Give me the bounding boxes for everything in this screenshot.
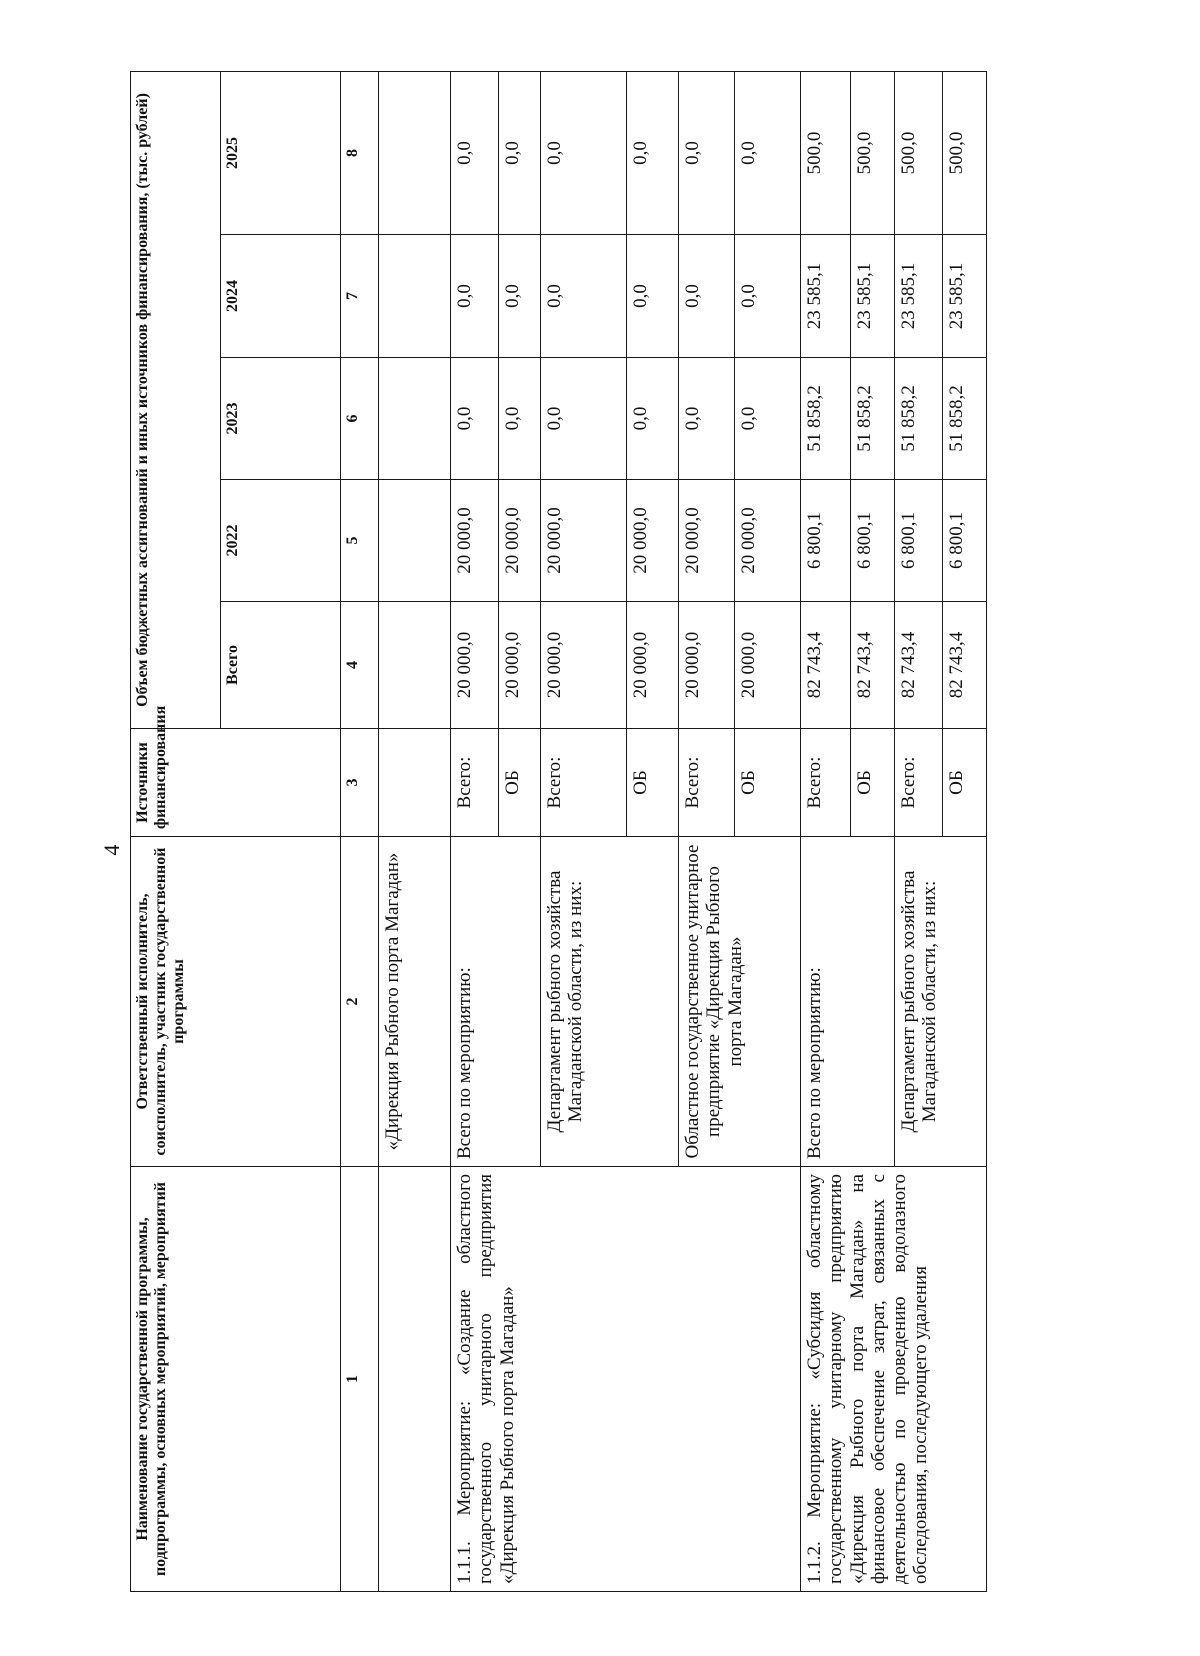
page-number: 4 — [99, 844, 124, 856]
value-cell: 82 743,4 — [895, 602, 943, 729]
value-cell: 23 585,1 — [801, 235, 851, 358]
column-number: 6 — [341, 358, 379, 480]
value-cell: 6 800,1 — [851, 480, 895, 602]
source-cell: ОБ — [735, 729, 801, 837]
value-cell: 20 000,0 — [735, 480, 801, 602]
header-year-total: Всего — [221, 602, 341, 729]
column-number: 7 — [341, 235, 379, 358]
participant-cell: Всего по мероприятию: — [801, 837, 895, 1167]
source-cell: Всего: — [895, 729, 943, 837]
source-cell: ОБ — [627, 729, 679, 837]
header-year-2024: 2024 — [221, 235, 341, 358]
value-cell: 51 858,2 — [943, 358, 987, 480]
value-cell: 82 743,4 — [851, 602, 895, 729]
value-cell: 500,0 — [851, 72, 895, 235]
activity-name: 1.1.1. Мероприятие: «Создание областного государственного унитарного предприятия «Дирекция Рыбного порта Магадан» — [451, 1167, 801, 1592]
value-cell: 51 858,2 — [801, 358, 851, 480]
header-year-2022: 2022 — [221, 480, 341, 602]
continuation-participant: «Дирекция Рыбного порта Магадан» — [379, 837, 451, 1167]
value-cell: 0,0 — [541, 358, 627, 480]
value-cell: 500,0 — [943, 72, 987, 235]
value-cell: 0,0 — [499, 72, 541, 235]
header-year-2025: 2025 — [221, 72, 341, 235]
activity-name: 1.1.2. Мероприятие: «Субсидия областному государственному унитарному предприятию «Дирекция Рыбного порта Магадан» на финансовое обеспечение затрат, связанных с деятельностью по проведению водолазного обследования, последующего удаления — [801, 1167, 987, 1592]
value-cell: 20 000,0 — [679, 480, 735, 602]
rotated-table-wrapper — [130, 72, 1200, 1592]
source-cell: Всего: — [801, 729, 851, 837]
participant-cell: Всего по мероприятию: — [451, 837, 541, 1167]
source-cell: ОБ — [499, 729, 541, 837]
table-row — [801, 72, 851, 1592]
value-cell: 20 000,0 — [627, 480, 679, 602]
value-cell: 500,0 — [801, 72, 851, 235]
column-number: 2 — [341, 837, 379, 1167]
column-number: 8 — [341, 72, 379, 235]
column-number: 3 — [341, 729, 379, 837]
value-cell: 0,0 — [541, 235, 627, 358]
participant-cell: Департамент рыбного хозяйства Магаданской области, из них: — [541, 837, 679, 1167]
continuation-name-cell — [379, 1167, 451, 1592]
value-cell: 82 743,4 — [801, 602, 851, 729]
value-cell: 20 000,0 — [735, 602, 801, 729]
value-cell: 51 858,2 — [851, 358, 895, 480]
value-cell: 20 000,0 — [451, 602, 499, 729]
header-col-source: Источники финансирования — [131, 729, 341, 837]
value-cell: 20 000,0 — [451, 480, 499, 602]
value-cell: 0,0 — [627, 358, 679, 480]
value-cell: 20 000,0 — [541, 602, 627, 729]
table-row — [451, 72, 499, 1592]
source-cell: ОБ — [851, 729, 895, 837]
column-number: 1 — [341, 1167, 379, 1592]
header-year-2023: 2023 — [221, 358, 341, 480]
value-cell: 0,0 — [679, 72, 735, 235]
header-group-financing: Объем бюджетных ассигнований и иных источников финансирования, (тыс. рублей) — [131, 72, 221, 729]
value-cell: 51 858,2 — [895, 358, 943, 480]
value-cell: 82 743,4 — [943, 602, 987, 729]
value-cell: 23 585,1 — [851, 235, 895, 358]
value-cell: 0,0 — [735, 358, 801, 480]
value-cell: 0,0 — [735, 235, 801, 358]
value-cell: 20 000,0 — [627, 602, 679, 729]
source-cell: ОБ — [943, 729, 987, 837]
value-cell: 0,0 — [679, 358, 735, 480]
value-cell: 0,0 — [451, 235, 499, 358]
value-cell: 23 585,1 — [943, 235, 987, 358]
column-number: 5 — [341, 480, 379, 602]
value-cell: 0,0 — [735, 72, 801, 235]
value-cell: 20 000,0 — [499, 480, 541, 602]
header-col-name: Наименование государственной программы, подпрограммы, основных мероприятий, мероприятий — [131, 1167, 341, 1592]
value-cell: 0,0 — [451, 72, 499, 235]
value-cell: 0,0 — [541, 72, 627, 235]
value-cell: 20 000,0 — [499, 602, 541, 729]
value-cell: 500,0 — [895, 72, 943, 235]
source-cell: Всего: — [451, 729, 499, 837]
source-cell: Всего: — [679, 729, 735, 837]
value-cell: 20 000,0 — [541, 480, 627, 602]
header-col-participant: Ответственный исполнитель, соисполнитель, участник государственной программы — [131, 837, 341, 1167]
source-cell: Всего: — [541, 729, 627, 837]
value-cell: 6 800,1 — [801, 480, 851, 602]
value-cell: 0,0 — [679, 235, 735, 358]
participant-cell: Областное государственное унитарное предприятие «Дирекция Рыбного порта Магадан» — [679, 837, 801, 1167]
value-cell: 20 000,0 — [679, 602, 735, 729]
participant-cell: Департамент рыбного хозяйства Магаданской области, из них: — [895, 837, 987, 1167]
value-cell: 6 800,1 — [943, 480, 987, 602]
value-cell: 0,0 — [499, 235, 541, 358]
financing-table — [130, 71, 987, 1592]
value-cell: 0,0 — [627, 235, 679, 358]
column-number: 4 — [341, 602, 379, 729]
value-cell: 0,0 — [627, 72, 679, 235]
value-cell: 0,0 — [451, 358, 499, 480]
value-cell: 0,0 — [499, 358, 541, 480]
value-cell: 23 585,1 — [895, 235, 943, 358]
value-cell: 6 800,1 — [895, 480, 943, 602]
